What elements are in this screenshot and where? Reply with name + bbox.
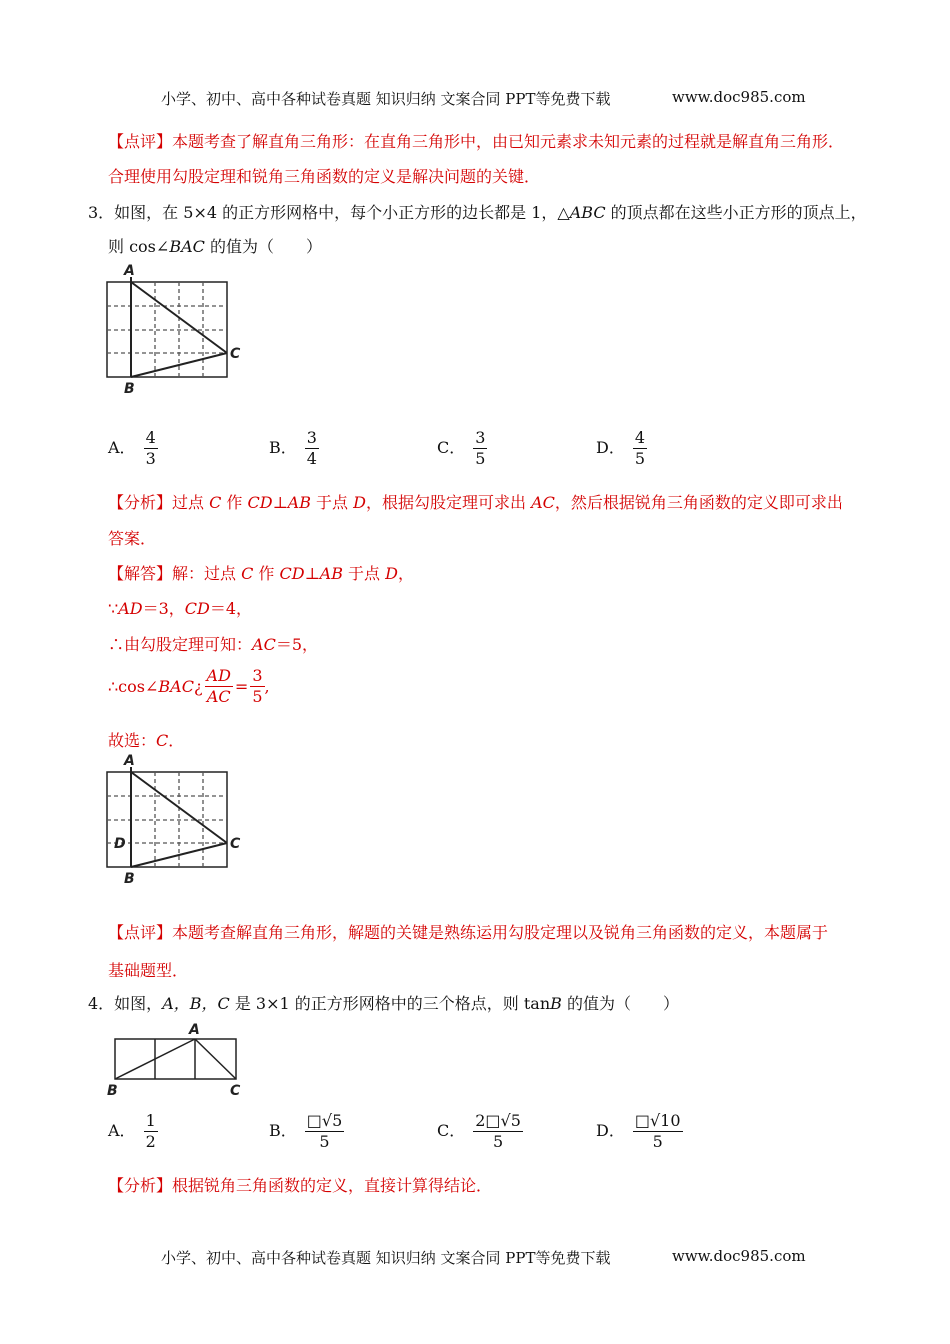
q3-option-c[interactable]: C． $\frac{3}{5}$ xyxy=(437,428,486,468)
q4-figure xyxy=(104,1018,249,1098)
q3-solution-figure xyxy=(100,752,250,887)
q3-label-a: A xyxy=(124,263,135,279)
q3-option-d[interactable]: D． $\frac{4}{5}$ xyxy=(596,428,646,468)
q4-label-a: A xyxy=(189,1022,200,1038)
q3s-label-d: D xyxy=(114,836,126,852)
q3-review-line-1: 【点评】本题考查解直角三角形，解题的关键是熟练运用勾股定理以及锐角三角函数的定义，本题属于 xyxy=(108,923,829,942)
q3-stem-line-2: 则 cos∠BAC 的值为（ ） xyxy=(108,237,322,256)
page-header xyxy=(161,88,611,109)
q3-option-b[interactable]: B． $\frac{3}{4}$ xyxy=(269,428,317,468)
header-text: 小学、初中、高中各种试卷真题 知识归纳 文案合同 PPT等免费下载 xyxy=(161,90,611,108)
q3-option-a[interactable]: A． $\frac{4}{3}$ xyxy=(108,428,156,468)
q3-stem-line-1: 3．如图，在 5×4 的正方形网格中，每个小正方形的边长都是 1，△ABC 的顶点都在这些小正方形的顶点上， xyxy=(88,203,867,222)
q3-analysis-line-1: 【分析】过点 C 作 CD⊥AB 于点 D，根据勾股定理可求出 AC，然后根据锐角三角函数的定义即可求出 xyxy=(108,493,843,512)
q4-option-c[interactable]: C． $\frac{2□√5}{5}$ xyxy=(437,1111,521,1151)
q4-option-a[interactable]: A． $\frac{1}{2}$ xyxy=(108,1111,156,1151)
q4-option-b[interactable]: B． $\frac{□√5}{5}$ xyxy=(269,1111,343,1151)
q3-solution-line-3: ∴由勾股定理可知：AC＝5， xyxy=(108,635,318,654)
q3s-label-b: B xyxy=(124,871,135,887)
page-footer xyxy=(161,1247,611,1268)
footer-text: 小学、初中、高中各种试卷真题 知识归纳 文案合同 PPT等免费下载 xyxy=(161,1249,611,1267)
review-1-line-2: 合理使用勾股定理和锐角三角函数的定义是解决问题的关键． xyxy=(108,167,541,186)
q4-analysis: 【分析】根据锐角三角函数的定义，直接计算得结论． xyxy=(108,1176,493,1195)
q3-solution-line-4: ∴cos∠BAC¿ $\frac{AD}{AC}$ = $\frac{3}{5}$ , xyxy=(108,666,270,706)
q4-label-b: B xyxy=(107,1083,118,1099)
review-1-line-1: 【点评】本题考查了解直角三角形：在直角三角形中，由已知元素求未知元素的过程就是解直角三角形． xyxy=(108,132,845,151)
q3-analysis-line-2: 答案． xyxy=(108,529,157,548)
q3-label-c: C xyxy=(230,346,241,362)
q4-stem: 4．如图，A，B，C 是 3×1 的正方形网格中的三个格点，则 tanB 的值为（ ） xyxy=(88,994,679,1013)
q3-solution-line-2: ∵AD＝3，CD＝4， xyxy=(108,599,253,618)
q4-label-c: C xyxy=(230,1083,241,1099)
q3s-label-a: A xyxy=(124,753,135,769)
q3s-label-c: C xyxy=(230,836,241,852)
q4-option-d[interactable]: D． $\frac{□√10}{5}$ xyxy=(596,1111,681,1151)
q3-choice: 故选：C． xyxy=(108,731,185,750)
footer-site: www.doc985.com xyxy=(672,1247,806,1265)
q3-solution-line-1: 【解答】解：过点 C 作 CD⊥AB 于点 D， xyxy=(108,564,414,583)
q3-label-b: B xyxy=(124,381,135,397)
q3-review-line-2: 基础题型． xyxy=(108,961,189,980)
q3-figure xyxy=(100,262,250,397)
header-site: www.doc985.com xyxy=(672,88,806,106)
